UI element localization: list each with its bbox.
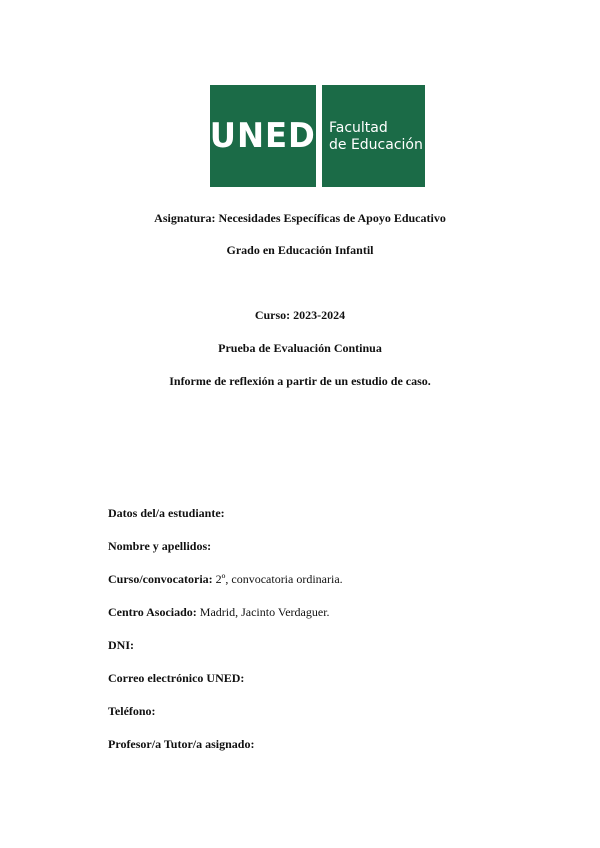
subject-title: Asignatura: Necesidades Específicas de Apoyo Educativo: [154, 211, 446, 225]
dni-label: DNI:: [108, 638, 134, 652]
field-profesor-tutor: [108, 736, 254, 752]
field-dni: [108, 637, 134, 653]
centro-label: Centro Asociado:: [108, 605, 197, 619]
curso-label: Curso/convocatoria:: [108, 572, 213, 586]
student-data-label: Datos del/a estudiante:: [108, 506, 225, 520]
field-nombre: [108, 538, 211, 554]
assessment-title: Prueba de Evaluación Continua: [218, 341, 382, 355]
field-curso-convocatoria: [108, 571, 343, 587]
logo-faculty-line2: de Educación: [329, 137, 423, 153]
logo-mark: UNED: [210, 116, 316, 156]
report-title: Informe de reflexión a partir de un estudio de caso.: [169, 374, 431, 388]
centro-value: Madrid, Jacinto Verdaguer.: [196, 605, 330, 619]
logo-mark-block: [210, 85, 316, 187]
uned-logo: [210, 85, 425, 187]
logo-faculty-block: [322, 85, 425, 187]
nombre-label: Nombre y apellidos:: [108, 539, 212, 553]
curso-value: 2º, convocatoria ordinaria.: [212, 572, 343, 586]
logo-faculty-line1: Facultad: [329, 120, 388, 136]
course-year: Curso: 2023-2024: [254, 308, 346, 322]
field-telefono: [108, 703, 156, 719]
telefono-label: Teléfono:: [108, 704, 156, 718]
profesor-label: Profesor/a Tutor/a asignado:: [108, 737, 255, 751]
correo-label: Correo electrónico UNED:: [108, 671, 245, 685]
degree-title: Grado en Educación Infantil: [226, 243, 374, 257]
student-data-heading: [108, 505, 225, 521]
field-centro-asociado: [108, 604, 330, 620]
field-correo: [108, 670, 244, 686]
